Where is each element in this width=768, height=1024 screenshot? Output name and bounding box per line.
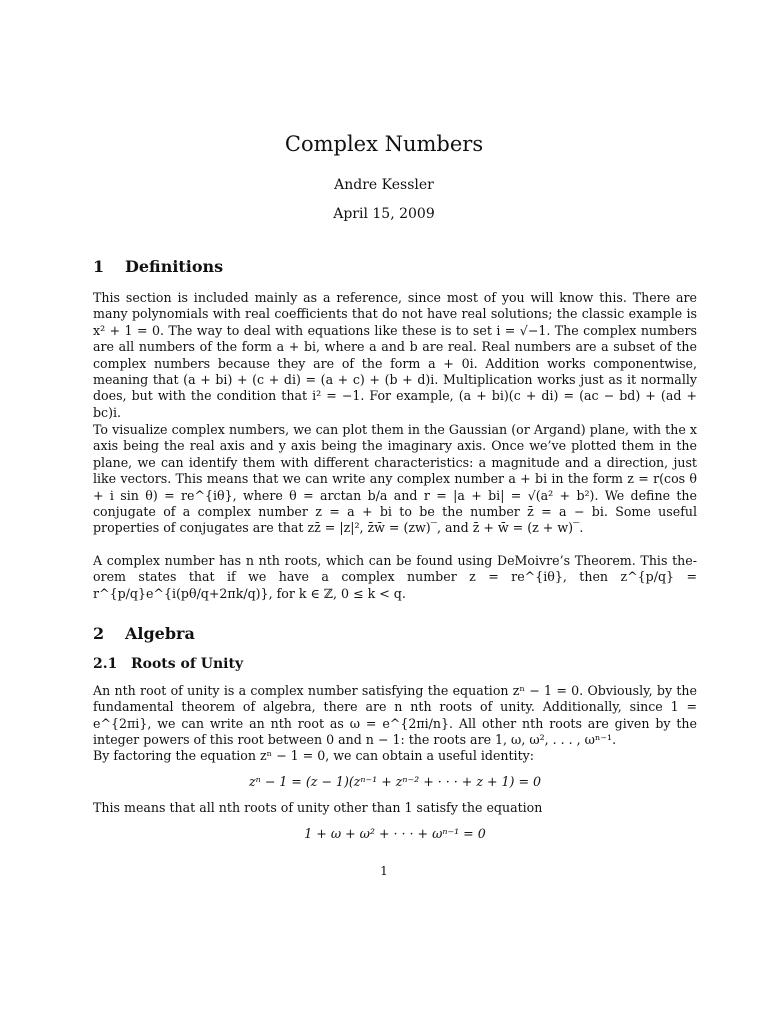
section-title: Definitions — [125, 257, 224, 276]
document-author: Andre Kessler — [334, 177, 434, 193]
section-title: Algebra — [125, 624, 195, 643]
subsection-number: 2.1 — [93, 656, 118, 672]
paragraph: An nth root of unity is a complex number satisfying the equation zⁿ − 1 = 0. Obviously, by the fundamental theorem of algebra, there are n nth roots of unity. Additionally, since 1 = e^{2πi}, we can write an nth root as ω = e^{2πi/n}. All other nth roots are given by the integer powers of this root between 0 and n − 1: the roots are 1, ω, ω², . . . , ωⁿ⁻¹. — [93, 683, 697, 748]
section-number: 1 — [93, 257, 105, 276]
paragraph: By factoring the equation zⁿ − 1 = 0, we can obtain a useful identity: — [93, 748, 535, 763]
subsection-title: Roots of Unity — [131, 656, 244, 672]
paragraph: To visualize complex numbers, we can plot them in the Gaussian (or Argand) plane, with the x axis being the real axis and y axis being the imaginary axis. Once we’ve plotted them in the plane, we can identify them with different characteristics: a magnitude and a direction, just like vectors. This means that we can write any complex number a + bi in the form z = r(cos θ + i sin θ) = re^{iθ}, where θ = arctan b/a and r = |a + bi| = √(a² + b²). We define the conjugate of a complex number z = a + bi to be the number z̄ = a − bi. Some useful properties of conjugates are that zz̄ = |z|², z̄w̄ = (zw)‾, and z̄ + w̄ = (z + w)‾. — [93, 422, 697, 536]
display-equation: 1 + ω + ω² + · · · + ωⁿ⁻¹ = 0 — [304, 826, 486, 841]
subsection-heading — [93, 656, 243, 672]
paragraph: This section is included mainly as a reference, since most of you will know this. There are many polynomials with real coefficients that do not have real solutions; the classic example is x² + 1 = 0. The way to deal with equations like these is to set i = √−1. The complex numbers are all numbers of the form a + bi, where a and b are real. Real numbers are a subset of the complex numbers because they are of the form a + 0i. Addition works componentwise, meaning that (a + bi) + (c + di) = (a + c) + (b + d)i. Multiplication works just as it normally does, but with the condition that i² = −1. For example, (a + bi)(c + di) = (ac − bd) + (ad + bc)i. — [93, 290, 697, 420]
section-number: 2 — [93, 624, 105, 643]
paragraph: This means that all nth roots of unity other than 1 satisfy the equation — [93, 800, 543, 815]
section-heading — [93, 257, 223, 276]
paragraph: A complex number has n nth roots, which can be found using DeMoivre’s Theorem. This theorem states that if we have a complex number z = re^{iθ}, then z^{p/q} = r^{p/q}e^{i(pθ/q+2πk/q)}, for k ∈ ℤ, 0 ≤ k < q. — [93, 553, 697, 601]
section-heading — [93, 624, 195, 643]
document-title: Complex Numbers — [284, 132, 484, 156]
page-number: 1 — [380, 864, 388, 878]
display-equation: zⁿ − 1 = (z − 1)(zⁿ⁻¹ + zⁿ⁻² + · · · + z + 1) = 0 — [248, 774, 542, 789]
document-date: April 15, 2009 — [333, 206, 435, 222]
